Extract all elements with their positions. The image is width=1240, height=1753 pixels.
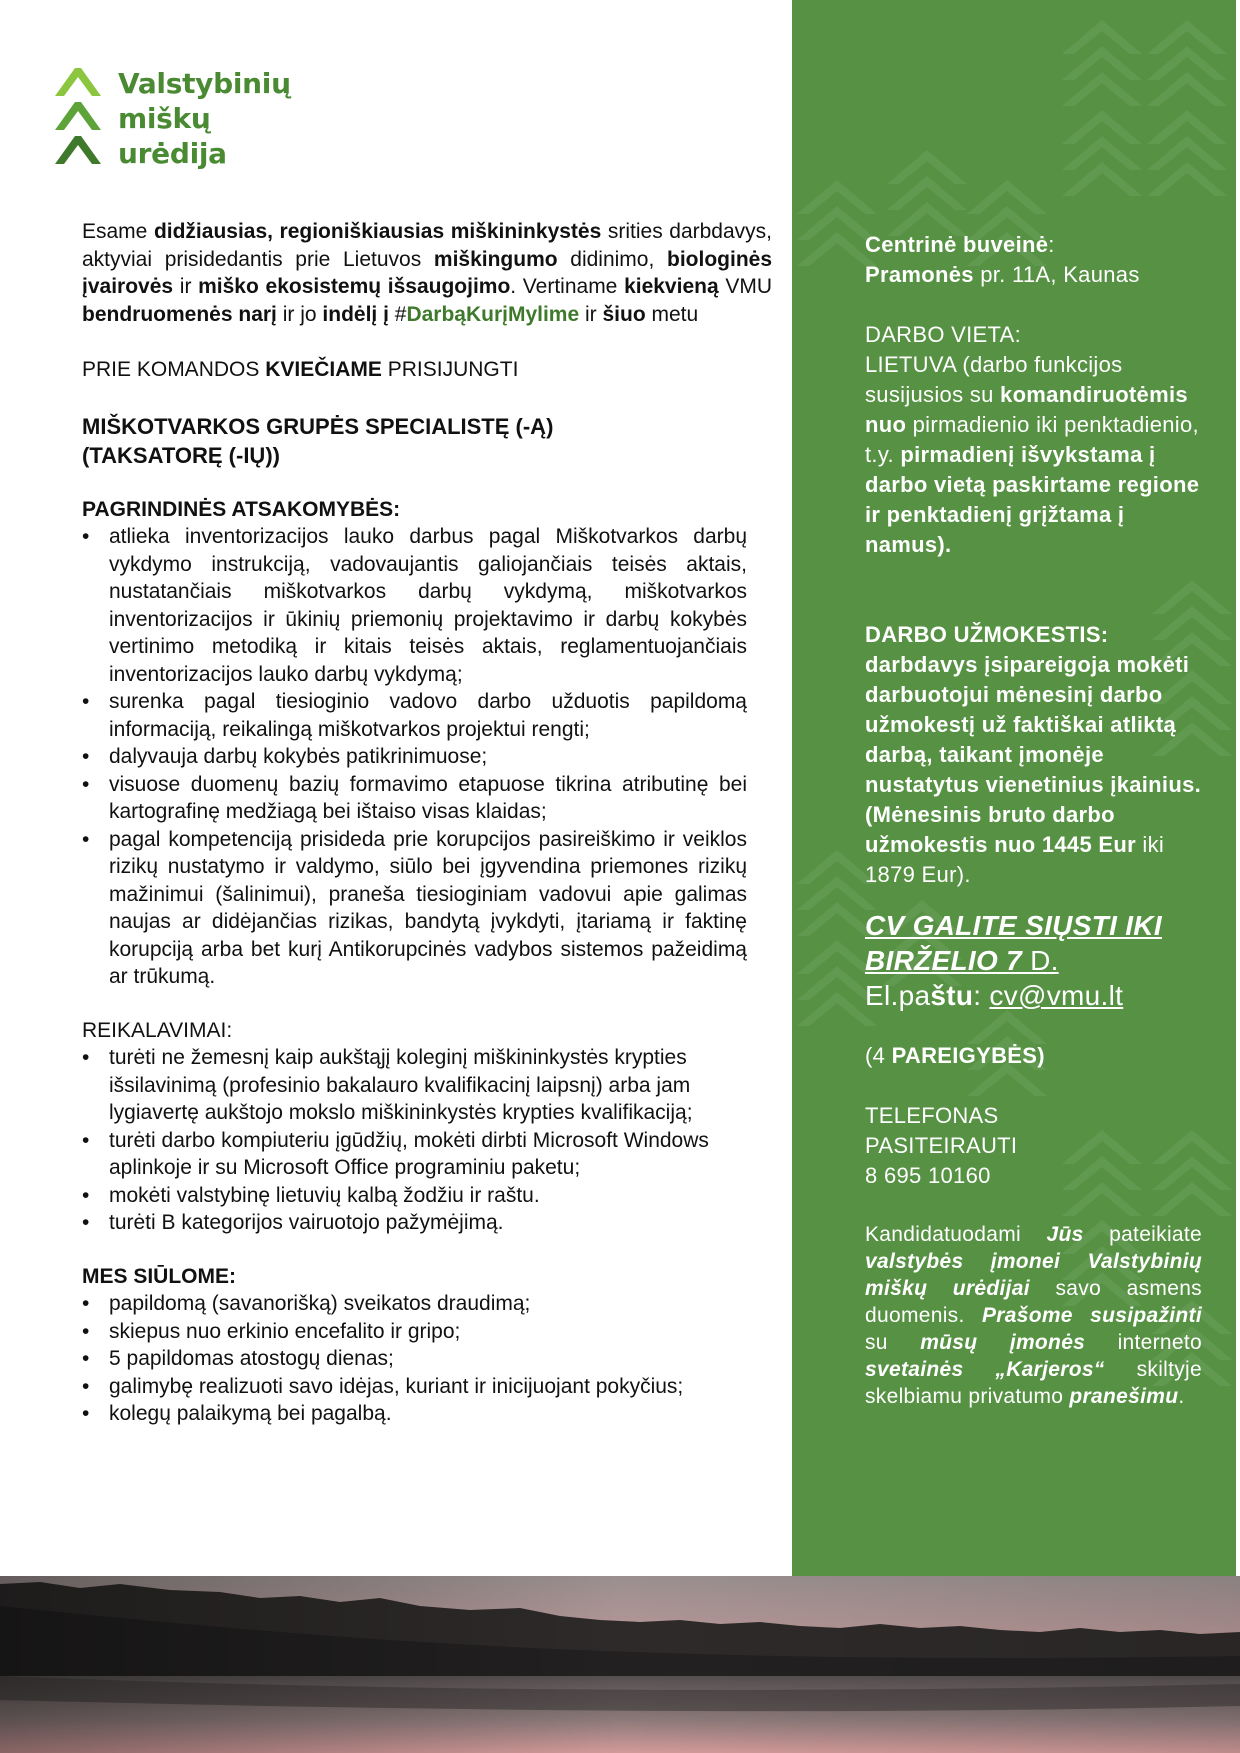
salary-label: DARBO UŽMOKESTIS:	[865, 622, 1109, 647]
cv-deadline	[865, 908, 1202, 978]
list-item: • visuose duomenų bazių formavimo etapuose tikrina atributinę bei kartografinę medžiagą bei ištaiso visas klaidas;	[82, 771, 747, 826]
workplace	[865, 320, 1202, 560]
phone-label-1: TELEFONAS	[865, 1103, 999, 1128]
intro-text: metu	[645, 302, 699, 326]
privacy-text: pateikiate	[1083, 1223, 1202, 1246]
intro-text: srities darbdavys, aktyviai prisidedantis prie Lietuvos	[82, 220, 772, 271]
list-item: • surenka pagal tiesioginio vadovo darbo užduotis papildomą informaciją, reikalingą miškotvarkos projektui rengti;	[82, 688, 747, 743]
privacy-notice	[865, 1221, 1202, 1410]
email-label-bold: štu	[930, 980, 974, 1011]
intro-text: didinimo,	[557, 247, 668, 271]
hq-label: Centrinė buveinė	[865, 232, 1049, 257]
intro-text: ir	[173, 275, 199, 298]
main-column	[82, 218, 772, 1428]
phone-label-2: PASITEIRAUTI	[865, 1133, 1018, 1158]
job-title: MIŠKOTVARKOS GRUPĖS SPECIALISTĘ (-Ą) (TAKSATORĘ (-IŲ))	[82, 413, 554, 468]
salary-bold: darbdavys įsipareigoja mokėti darbuotojui mėnesinį darbo užmokestį už faktiškai atliktą darbą, taikant įmonėje nustatytus vienetinius įkainius. (Mėnesinis bruto darbo užmokestis nuo 1445 Eur	[865, 652, 1202, 857]
invite-text: PRIE KOMANDOS	[82, 358, 266, 381]
list-item: • kolegų palaikymą bei pagalbą.	[82, 1400, 775, 1428]
tree-chevrons-icon	[55, 68, 107, 170]
intro-bold: miško ekosistemų išsaugojimo	[198, 275, 511, 298]
panel-text	[865, 230, 1202, 1410]
list-item: • skiepus nuo erkinio encefalito ir gripo;	[82, 1318, 775, 1346]
headquarters	[865, 230, 1202, 290]
logo-line-2: miškų	[118, 102, 211, 135]
logo-line-1: Valstybinių	[118, 67, 291, 100]
list-item: • mokėti valstybinę lietuvių kalbą žodžiu ir raštu.	[82, 1182, 775, 1210]
privacy-emphasis: svetainės „Karjeros“	[865, 1358, 1105, 1381]
positions-bold: PAREIGYBĖS)	[891, 1043, 1045, 1068]
list-item: • atlieka inventorizacijos lauko darbus pagal Miškotvarkos darbų vykdymo instrukciją, vadovaujantis galiojančiais teisės aktais, nustatančiais miškotvarkos darbų vykdymą, miškotvarkos inventorizacijos ir ūkinių priemonių projektavimo ir darbų kokybės vertinimo metodiką ir kitais teisės aktais, reglamentuojančiais inventorizacijos lauko darbų vykdymą;	[82, 523, 747, 688]
invite-text: PRISIJUNGTI	[381, 358, 519, 381]
intro-bold: šiuo	[602, 302, 646, 326]
privacy-emphasis: mūsų įmonės	[920, 1331, 1086, 1354]
email-label: El.pa	[865, 980, 931, 1011]
privacy-text: .	[1178, 1385, 1185, 1408]
workplace-bold: pirmadienį išvykstama į darbo vietą paskirtame regione ir penktadienį grįžtama į namus).	[865, 442, 1200, 557]
list-item: • galimybę realizuoti savo idėjas, kuriant ir inicijuojant pokyčius;	[82, 1373, 775, 1401]
privacy-text: Kandidatuodami	[865, 1223, 1047, 1246]
privacy-emphasis: Jūs	[1046, 1223, 1084, 1246]
intro-bold: didžiausias, regioniškiausias miškininkystės	[153, 220, 602, 243]
invite-line	[82, 356, 772, 384]
offer-list	[82, 1290, 772, 1428]
privacy-text: savo asmens duomenis.	[865, 1277, 1202, 1327]
intro-text: ir jo	[276, 302, 323, 326]
privacy-text: interneto	[1085, 1331, 1202, 1354]
phone-number: 8 695 10160	[865, 1163, 991, 1188]
lake-landscape-image	[0, 1576, 1240, 1753]
workplace-label: DARBO VIETA:	[865, 322, 1021, 347]
positions-count	[865, 1041, 1202, 1071]
list-item: • turėti ne žemesnį kaip aukštąjį koleginį miškininkystės krypties išsilavinimą (profesinio bakalauro kvalifikacinį laipsnį) arba jam lygiavertę aukštojo mokslo miškininkystės krypties kvalifikaciją;	[82, 1044, 775, 1127]
privacy-text: su	[865, 1331, 921, 1354]
requirements-list	[82, 1044, 772, 1237]
salary-text: iki 1879 Eur).	[865, 832, 1165, 887]
hq-street: Pramonės	[865, 262, 974, 287]
email-line	[865, 978, 1202, 1013]
workplace-bold: komandiruotėmis nuo	[865, 382, 1188, 437]
list-item: • turėti darbo kompiuteriu įgūdžių, mokėti dirbti Microsoft Windows aplinkoje ir su Microsoft Office programiniu paketu;	[82, 1127, 775, 1182]
intro-bold: miškingumo	[433, 247, 558, 271]
logo-wordmark	[118, 66, 291, 171]
list-item: • papildomą (savanorišką) sveikatos draudimą;	[82, 1290, 775, 1318]
list-item: • dalyvauja darbų kokybės patikrinimuose;	[82, 743, 747, 771]
intro-bold: kiekvieną	[624, 275, 719, 298]
intro-text: VMU	[718, 275, 772, 298]
intro-text: . Vertiname	[510, 275, 625, 298]
offer-heading: MES SIŪLOME:	[82, 1264, 237, 1288]
intro-text: Esame	[82, 220, 154, 243]
info-panel	[792, 0, 1236, 1576]
privacy-emphasis: Prašome susipažinti	[981, 1304, 1202, 1327]
intro-text: #	[388, 302, 407, 326]
vmu-logo	[55, 66, 295, 176]
intro-bold: biologinės įvairovės	[82, 247, 773, 298]
privacy-emphasis: valstybės įmonei Valstybinių miškų urėdijai	[865, 1250, 1202, 1300]
hq-colon: :	[1048, 232, 1055, 257]
requirements-heading: REIKALAVIMAI:	[82, 1018, 233, 1042]
workplace-text: LIETUVA (darbo funkcijos susijusios su	[865, 352, 1123, 407]
responsibilities-list	[82, 523, 772, 991]
positions-open: (4	[865, 1043, 892, 1068]
phone-block	[865, 1101, 1202, 1191]
intro-bold: indėlį į	[322, 302, 389, 326]
salary	[865, 620, 1202, 890]
workplace-text: pirmadienio iki penktadienio, t.y.	[865, 412, 1199, 467]
list-item: • 5 papildomas atostogų dienas;	[82, 1345, 775, 1373]
email-colon: :	[973, 980, 990, 1011]
cv-deadline-suffix: D.	[1022, 945, 1059, 976]
privacy-emphasis: pranešimu	[1069, 1385, 1179, 1408]
list-item: • pagal kompetenciją prisideda prie korupcijos pasireiškimo ir veiklos rizikų nustatymo ir valdymo, siūlo bei įgyvendina priemones rizikų mažinimui (šalinimui), praneša tiesioginiam vadovui apie galimas naujas ar didėjančias rizikas, bandytą įvykdyti, įtariamą ir faktinę korupciją arba bet kurį Antikorupcinės vadybos sistemos pažeidimą ar trūkumą.	[82, 826, 747, 991]
hashtag: DarbąKurįMylime	[406, 302, 580, 326]
cv-deadline-bold: CV GALITE SIŲSTI IKI BIRŽELIO 7	[865, 910, 1162, 976]
intro-paragraph	[82, 218, 772, 328]
list-item: • turėti B kategorijos vairuotojo pažymėjimą.	[82, 1209, 775, 1237]
logo-line-3: urėdija	[118, 137, 227, 170]
invite-bold: KVIEČIAME	[265, 358, 382, 381]
hq-address: pr. 11A, Kaunas	[973, 262, 1140, 287]
intro-bold: bendruomenės narį	[82, 302, 277, 326]
responsibilities-heading: PAGRINDINĖS ATSAKOMYBĖS:	[82, 497, 401, 521]
email-link[interactable]: cv@vmu.lt	[989, 980, 1124, 1011]
privacy-text: skiltyje skelbiamu privatumo	[865, 1358, 1203, 1408]
intro-text: ir	[579, 302, 603, 326]
